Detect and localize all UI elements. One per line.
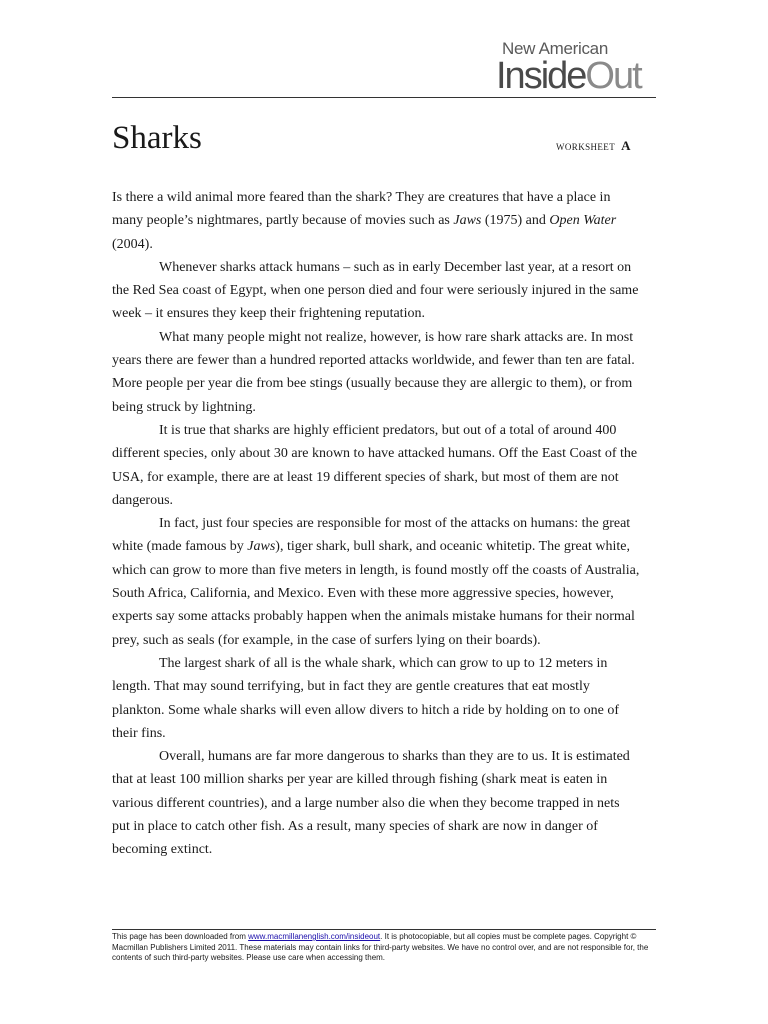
worksheet-word: WORKSHEET (556, 142, 616, 152)
brand-logo-out: Out (585, 55, 641, 97)
article-paragraph (112, 512, 640, 652)
worksheet-label (556, 137, 631, 155)
footer-text-after-link: . It is photocopiable, but all copies must be complete pages. Copyright © Macmillan Publishers Limited 2011. These materials may contain links for third-party websites. We have no control over, and are not responsible for, the contents of such third-party websites. Please use care when accessing them. (112, 932, 649, 962)
paragraph-text: The largest shark of all is the whale shark, which can grow to up to 12 meters in length. That may sound terrifying, but in fact they are gentle creatures that eat mostly plankton. Some whale sharks will even allow divers to hitch a ride by holding on to one of their fins. (112, 655, 620, 741)
footer-divider (112, 929, 656, 930)
footer-notice (112, 932, 656, 964)
article-paragraph (112, 256, 640, 326)
paragraph-text: In fact, just four species are responsible for most of the attacks on humans: the great white (made famous by (112, 516, 631, 555)
paragraph-text: Overall, humans are far more dangerous to sharks than they are to us. It is estimated that at least 100 million sharks per year are killed through fishing (shark meat is eaten in various different countries), and a large number also die when they become trapped in nets put in place to catch other fish. As a result, many species of shark are now in danger of becoming extinct. (112, 749, 630, 858)
page-title: Sharks (112, 120, 202, 156)
article-body (112, 186, 640, 862)
header-divider (112, 97, 656, 98)
brand-logo-inside: Inside (496, 55, 586, 97)
italic-title: Open Water (549, 213, 617, 229)
brand-logo-main (496, 56, 641, 96)
article-paragraph (112, 326, 640, 419)
article-paragraph (112, 419, 640, 512)
paragraph-text: Is there a wild animal more feared than the shark? They are creatures that have a place in many people’s nightmares, partly because of movies such as (112, 190, 611, 229)
italic-title: Jaws (247, 539, 276, 555)
article-paragraph (112, 745, 640, 861)
paragraph-text: What many people might not realize, however, is how rare shark attacks are. In most years there are fewer than a hundred reported attacks worldwide, and fewer than ten are fatal. More people per year die from bee stings (usually because they are allergic to them), or from being struck by lightning. (112, 329, 635, 415)
paragraph-text: (1975) and (481, 213, 550, 229)
brand-logo-top-line: New American (502, 39, 608, 58)
footer-text-before-link: This page has been downloaded from (112, 932, 249, 941)
italic-title: Jaws (453, 213, 482, 229)
paragraph-text: Whenever sharks attack humans – such as in early December last year, at a resort on the Red Sea coast of Egypt, when one person died and four were seriously injured in the same week – it ensures they keep their frightening reputation. (112, 259, 639, 322)
article-paragraph (112, 652, 640, 745)
paragraph-text: It is true that sharks are highly efficient predators, but out of a total of around 400 different species, only about 30 are known to have attacked humans. Off the East Coast of the USA, for example, there are at least 19 different species of shark, but most of them are not dangerous. (112, 422, 638, 508)
paragraph-text: (2004). (112, 236, 153, 252)
worksheet-letter: A (621, 138, 631, 153)
article-paragraph (112, 186, 640, 256)
paragraph-text: ), tiger shark, bull shark, and oceanic whitetip. The great white, which can grow to more than five meters in length, is found mostly off the coasts of Australia, South Africa, California, and Mexico. Even with these more aggressive species, however, experts say some attacks probably happen when the animals mistake humans for their normal prey, such as seals (for example, in the case of surfers lying on their boards). (112, 539, 640, 648)
footer-link[interactable]: www.macmillanenglish.com/insideout (248, 932, 381, 941)
